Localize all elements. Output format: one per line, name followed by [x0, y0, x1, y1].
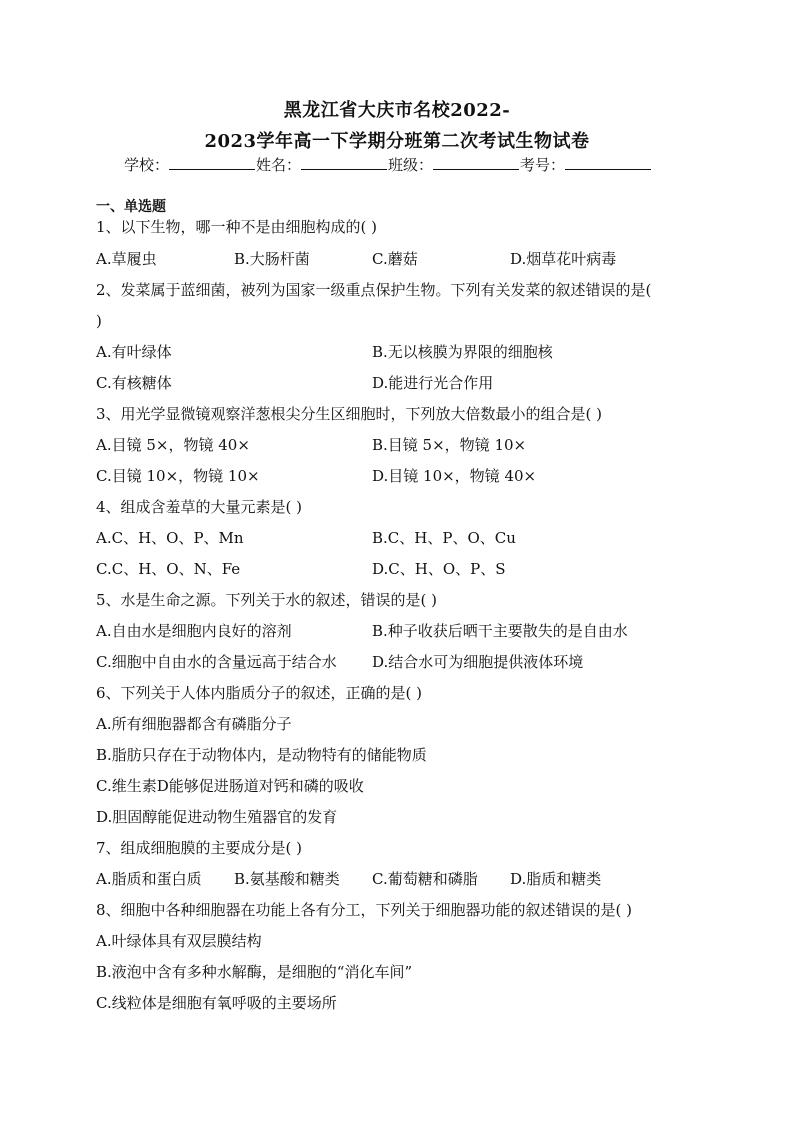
q8-option-b: B.液泡中含有多种水解酶，是细胞的“消化车间”	[96, 963, 413, 981]
q1-option-b: B.大肠杆菌	[234, 250, 310, 268]
exam-title-line1: 黑龙江省大庆市名校2022-	[283, 100, 511, 121]
q1-option-a: A.草履虫	[96, 250, 157, 268]
student-info-row	[124, 154, 652, 175]
q7-option-c: C.葡萄糖和磷脂	[372, 870, 478, 888]
question-8-stem: 8、细胞中各种细胞器在功能上各有分工，下列关于细胞器功能的叙述错误的是( )	[96, 901, 633, 919]
q2-option-d: D.能进行光合作用	[372, 374, 494, 392]
exam-number-blank[interactable]	[565, 155, 651, 170]
q7-option-d: D.脂质和糖类	[510, 870, 602, 888]
exam-number-label: 考号：	[520, 156, 566, 174]
class-label: 班级：	[388, 156, 434, 174]
q5-option-c: C.细胞中自由水的含量远高于结合水	[96, 653, 337, 671]
name-blank[interactable]	[301, 155, 387, 170]
question-6-stem: 6、下列关于人体内脂质分子的叙述，正确的是( )	[96, 684, 423, 702]
q1-option-c: C.蘑菇	[372, 250, 418, 268]
q7-option-b: B.氨基酸和糖类	[234, 870, 340, 888]
question-7-stem: 7、组成细胞膜的主要成分是( )	[96, 839, 303, 857]
q6-option-c: C.维生素D能够促进肠道对钙和磷的吸收	[96, 777, 364, 795]
q4-option-b: B.C、H、P、O、Cu	[372, 529, 516, 547]
question-4-stem: 4、组成含羞草的大量元素是( )	[96, 498, 303, 516]
q7-option-a: A.脂质和蛋白质	[96, 870, 202, 888]
school-label: 学校：	[124, 156, 170, 174]
q3-option-c: C.目镜 10×，物镜 10×	[96, 467, 260, 485]
school-blank[interactable]	[169, 155, 255, 170]
q2-option-a: A.有叶绿体	[96, 343, 172, 361]
q4-option-a: A.C、H、O、P、Mn	[96, 529, 244, 547]
question-1-stem: 1、以下生物，哪一种不是由细胞构成的( )	[96, 218, 378, 236]
q6-option-d: D.胆固醇能促进动物生殖器官的发育	[96, 808, 338, 826]
q2-option-b: B.无以核膜为界限的细胞核	[372, 343, 553, 361]
class-blank[interactable]	[433, 155, 519, 170]
q5-option-a: A.自由水是细胞内良好的溶剂	[96, 622, 292, 640]
q6-option-b: B.脂肪只存在于动物体内，是动物特有的储能物质	[96, 746, 427, 764]
q2-option-c: C.有核糖体	[96, 374, 172, 392]
question-2-stem: 2、发菜属于蓝细菌，被列为国家一级重点保护生物。下列有关发菜的叙述错误的是(	[96, 281, 652, 299]
section-title: 一、单选题	[96, 199, 166, 215]
name-label: 姓名：	[256, 156, 302, 174]
q5-option-d: D.结合水可为细胞提供液体环境	[372, 653, 584, 671]
q5-option-b: B.种子收获后晒干主要散失的是自由水	[372, 622, 628, 640]
q4-option-d: D.C、H、O、P、S	[372, 560, 506, 578]
q8-option-c: C.线粒体是细胞有氧呼吸的主要场所	[96, 994, 337, 1012]
q8-option-a: A.叶绿体具有双层膜结构	[96, 932, 262, 950]
q4-option-c: C.C、H、O、N、Fe	[96, 560, 241, 578]
q6-option-a: A.所有细胞器都含有磷脂分子	[96, 715, 292, 733]
q3-option-d: D.目镜 10×，物镜 40×	[372, 467, 537, 485]
question-2-stem-cont: )	[96, 312, 102, 330]
question-5-stem: 5、水是生命之源。下列关于水的叙述，错误的是( )	[96, 591, 438, 609]
q3-option-b: B.目镜 5×，物镜 10×	[372, 436, 527, 454]
q1-option-d: D.烟草花叶病毒	[510, 250, 617, 268]
exam-title-line2: 2023学年高一下学期分班第二次考试生物试卷	[204, 131, 590, 152]
q3-option-a: A.目镜 5×，物镜 40×	[96, 436, 250, 454]
question-3-stem: 3、用光学显微镜观察洋葱根尖分生区细胞时，下列放大倍数最小的组合是( )	[96, 405, 603, 423]
